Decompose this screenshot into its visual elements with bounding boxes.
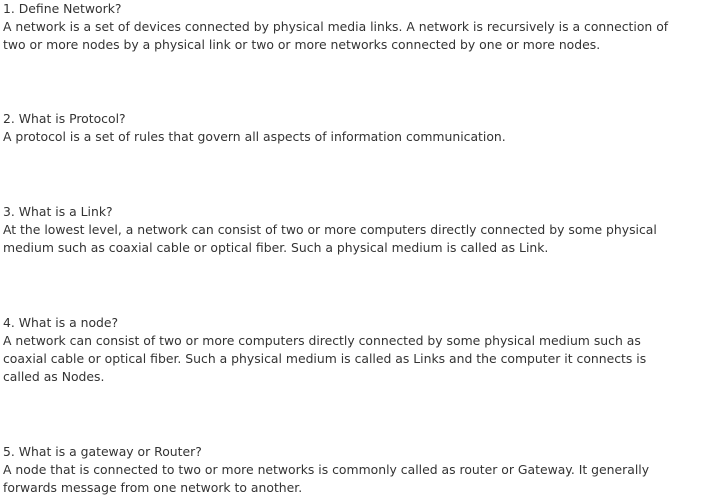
question-heading: 5. What is a gateway or Router? xyxy=(3,444,202,459)
question-heading: 2. What is Protocol? xyxy=(3,111,126,126)
qa-item-define-network xyxy=(3,0,668,54)
answer-line: A network can consist of two or more computers directly connected by some physical medium such as xyxy=(3,333,641,348)
qa-item-link xyxy=(3,203,657,257)
qa-item-node xyxy=(3,314,646,386)
answer-line: A network is a set of devices connected by physical media links. A network is recursively is a connection of xyxy=(3,19,669,34)
answer-line: A protocol is a set of rules that govern all aspects of information communication. xyxy=(3,129,506,144)
answer-line: coaxial cable or optical fiber. Such a physical medium is called as Links and the computer it connects is xyxy=(3,351,647,366)
answer-line: A node that is connected to two or more networks is commonly called as router or Gateway. It generally xyxy=(3,462,650,477)
answer-line: medium such as coaxial cable or optical fiber. Such a physical medium is called as Link. xyxy=(3,240,549,255)
qa-item-protocol xyxy=(3,110,506,146)
question-heading: 3. What is a Link? xyxy=(3,204,113,219)
answer-line: two or more nodes by a physical link or two or more networks connected by one or more nodes. xyxy=(3,37,601,52)
question-heading: 1. Define Network? xyxy=(3,1,122,16)
answer-line: forwards message from one network to another. xyxy=(3,480,303,495)
answer-line: called as Nodes. xyxy=(3,369,105,384)
answer-line: At the lowest level, a network can consist of two or more computers directly connected by some physical xyxy=(3,222,657,237)
question-heading: 4. What is a node? xyxy=(3,315,119,330)
qa-item-gateway-router xyxy=(3,443,649,497)
